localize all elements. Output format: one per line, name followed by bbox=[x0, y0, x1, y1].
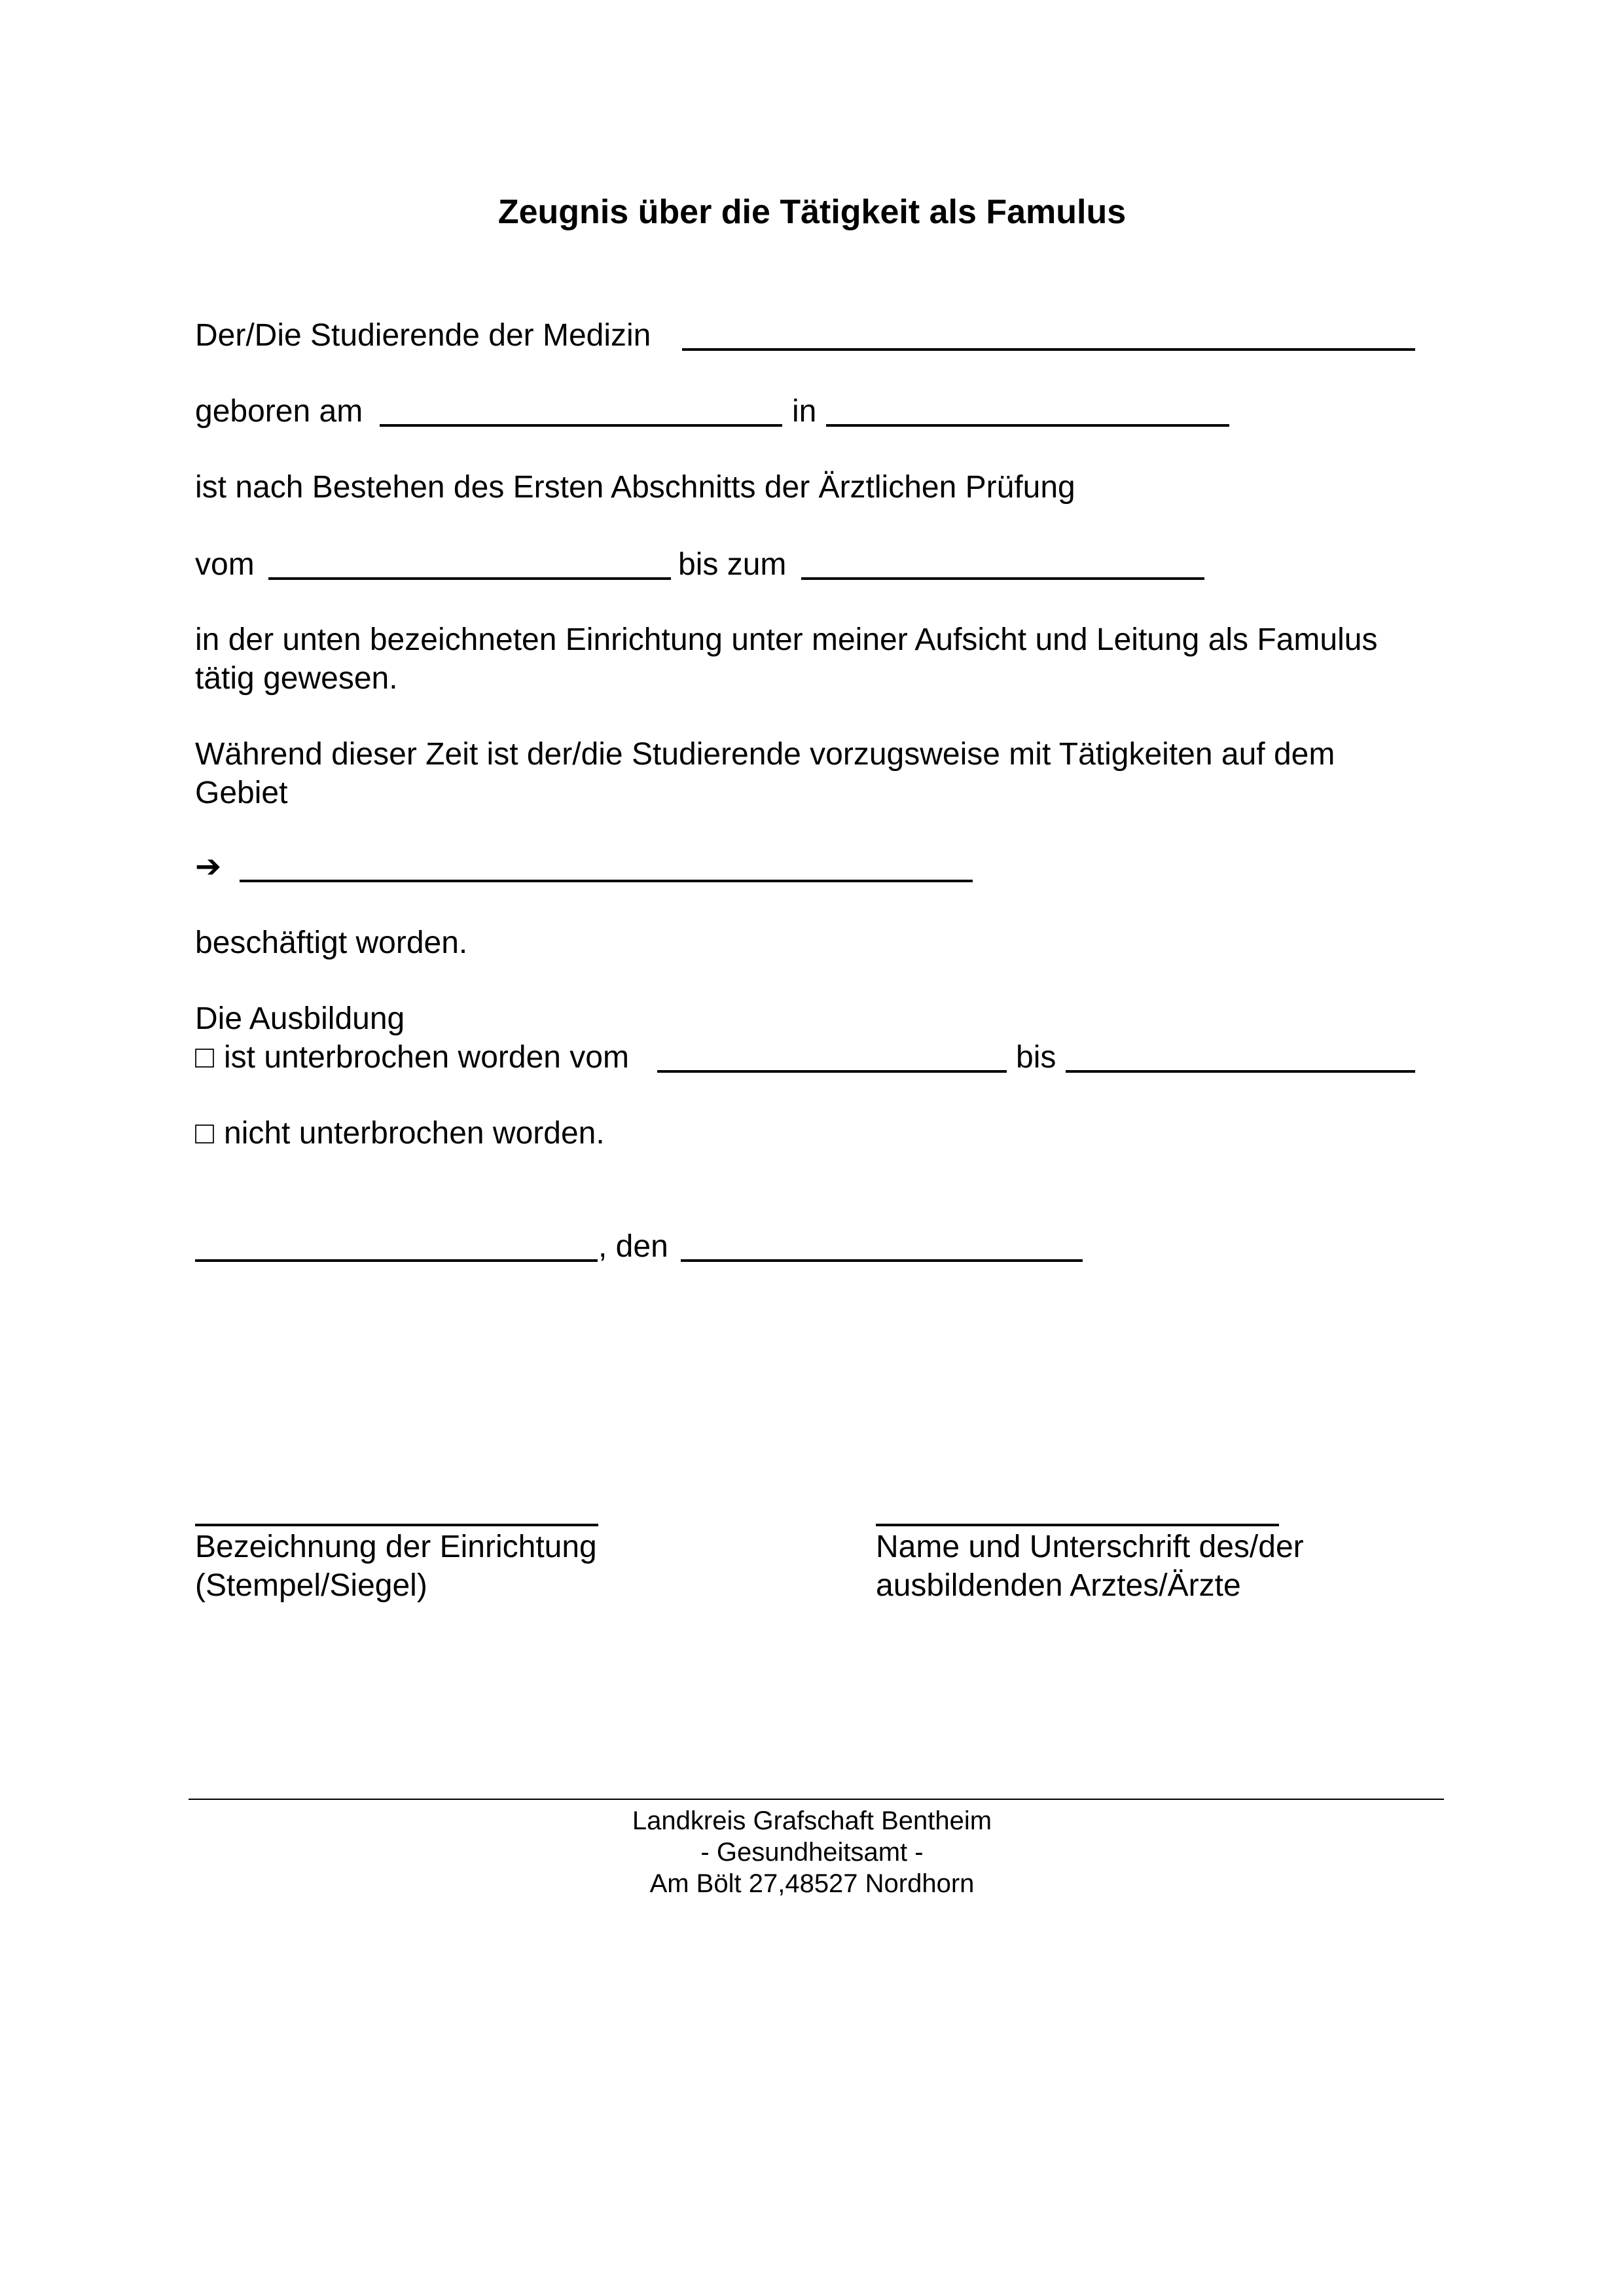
institution-stamp-field[interactable] bbox=[195, 1524, 598, 1526]
institution-text-line2: tätig gewesen. bbox=[195, 661, 398, 696]
institution-text-line1: in der unten bezeichneten Einrichtung unter meiner Aufsicht und Leitung als Famulus bbox=[195, 622, 1378, 657]
date-field[interactable] bbox=[681, 1259, 1083, 1262]
period-text-line1: Während dieser Zeit ist der/die Studierende vorzugsweise mit Tätigkeiten auf dem bbox=[195, 737, 1335, 772]
until-label: bis zum bbox=[678, 547, 787, 582]
until-date-field[interactable] bbox=[801, 577, 1204, 580]
employed-text: beschäftigt worden. bbox=[195, 925, 468, 960]
birth-date-field[interactable] bbox=[380, 424, 782, 427]
footer-line3: Am Bölt 27,48527 Nordhorn bbox=[649, 1869, 975, 1898]
birth-place-field[interactable] bbox=[826, 424, 1229, 427]
footer-line1: Landkreis Grafschaft Bentheim bbox=[632, 1806, 992, 1835]
den-label: , den bbox=[598, 1229, 668, 1264]
field-of-activity-field[interactable] bbox=[240, 880, 973, 882]
signature-left-line1: Bezeichnung der Einrichtung bbox=[195, 1530, 597, 1564]
place-field[interactable] bbox=[195, 1259, 598, 1262]
signature-right-line2: ausbildenden Arztes/Ärzte bbox=[876, 1568, 1241, 1603]
not-interrupted-label: nicht unterbrochen worden. bbox=[224, 1116, 605, 1151]
student-name-field[interactable] bbox=[682, 348, 1415, 351]
interrupted-checkbox[interactable]: □ bbox=[195, 1040, 214, 1075]
training-label: Die Ausbildung bbox=[195, 1001, 405, 1036]
interrupted-label: ist unterbrochen worden vom bbox=[224, 1040, 629, 1075]
arrow-icon: ➔ bbox=[195, 850, 222, 884]
from-date-field[interactable] bbox=[268, 577, 671, 580]
signature-right-line1: Name und Unterschrift des/der bbox=[876, 1530, 1304, 1564]
exam-text: ist nach Bestehen des Ersten Abschnitts der Ärztlichen Prüfung bbox=[195, 470, 1075, 505]
interrupted-from-field[interactable] bbox=[657, 1070, 1007, 1073]
student-label: Der/Die Studierende der Medizin bbox=[195, 318, 651, 353]
interrupted-until-label: bis bbox=[1016, 1040, 1056, 1075]
period-text-line2: Gebiet bbox=[195, 776, 288, 810]
interrupted-until-field[interactable] bbox=[1066, 1070, 1415, 1073]
from-label: vom bbox=[195, 547, 255, 582]
document-title: Zeugnis über die Tätigkeit als Famulus bbox=[497, 193, 1127, 231]
footer-line2: - Gesundheitsamt - bbox=[700, 1838, 924, 1867]
born-label: geboren am bbox=[195, 394, 363, 429]
not-interrupted-checkbox[interactable]: □ bbox=[195, 1116, 214, 1151]
in-label: in bbox=[792, 394, 817, 429]
doctor-signature-field[interactable] bbox=[876, 1524, 1279, 1526]
signature-left-line2: (Stempel/Siegel) bbox=[195, 1568, 427, 1603]
footer-divider bbox=[189, 1799, 1444, 1800]
